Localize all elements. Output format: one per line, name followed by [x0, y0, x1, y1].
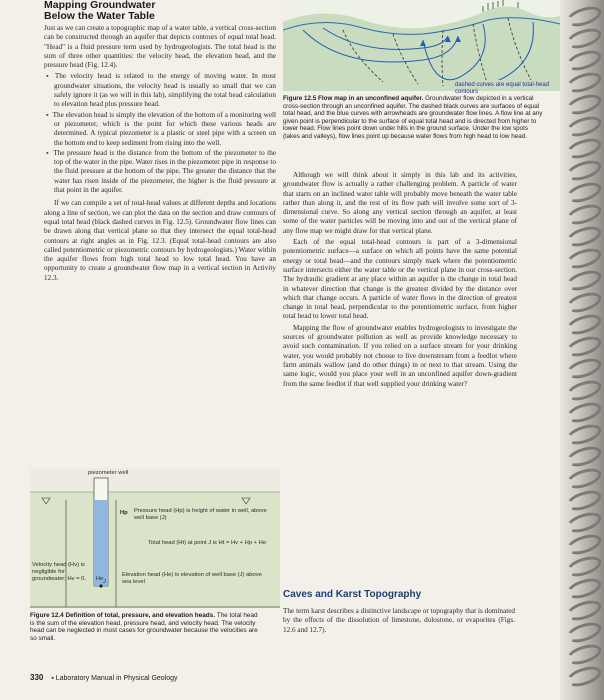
- spiral-coil-icon: [564, 531, 603, 558]
- intro-paragraph: Just as we can create a topographic map of a water table, a vertical cross-section can be constructed through an aquifer that depicts contours of equal total head. "Head" is a fluid pressure term used by hydrogeologists. The total head is the sum of three other quantities: the velocity head, the elevation head, and the pressure head (Fig. 12.4).: [44, 24, 276, 70]
- spiral-coil-icon: [564, 641, 603, 668]
- left-paragraph-contours: If we can compile a set of total-head values at different depths and locations along a line of section, we can plot the data on the section and draw contours of equal total head (black dashed curves in Fig. 12.5). Groundwater flow lines can be drawn along that vertical plane so that they intersect the equal total-head contours at right angles as in Fig. 12.3. (Equal total-head contours are also called potentiometric or piezometric contours by hydrogeologists.) Water within the aquifer flows from high total head to low total head. You have an opportunity to create a groundwater flow map in a vertical section in Activity 12.3.: [44, 199, 276, 282]
- spiral-coil-icon: [564, 597, 603, 624]
- spiral-coil-icon: [564, 465, 603, 492]
- figure-12-5-caption-body: Groundwater flow depicted in a vertical cross-section through an unconfined aquifer. The dashed black curves are surfaces of equal total head, and the blue curves with arrowheads are groundwater flow lines. A flow line at any given point is perpendicular to the surface of equal total head and is directed from higher to lower head. Flow lines point down under hills in the ground surface. Under the low spots (lakes and valleys), flow lines point up because water flows from high head to low head.: [283, 95, 543, 140]
- spiral-coil-icon: [564, 47, 603, 74]
- pressure-head-label: Pressure head (Hp) is height of water in well, above well base (J): [134, 508, 267, 521]
- right-column-text: [283, 171, 517, 391]
- spiral-coil-icon: [564, 443, 603, 470]
- spiral-coil-icon: [564, 91, 603, 118]
- figure-12-5-caption: [283, 95, 545, 141]
- heading-line-2: Below the Water Table: [44, 10, 155, 22]
- figure-12-5-caption-title: Figure 12.5 Flow map in an unconfined aquifer.: [283, 95, 424, 102]
- he-symbol: He: [96, 576, 104, 582]
- figure-12-4-graphic: [30, 468, 280, 608]
- total-head-label: Total head (Ht) at point J is Ht = Hv + Hp + He: [148, 540, 267, 546]
- spiral-binding: [560, 0, 604, 700]
- bullet-velocity-head: ▪ The velocity head is related to the energy of moving water. In most groundwater situations, the velocity head is usually so small that we can safely ignore it (as we will in this lab), simplifying the total head calculation to elevation head plus pressure head.: [44, 72, 276, 109]
- spiral-coil-icon: [564, 619, 603, 646]
- section-heading-caves-karst: Caves and Karst Topography: [283, 589, 422, 600]
- spiral-coil-icon: [564, 245, 603, 272]
- book-title: Laboratory Manual in Physical Geology: [55, 675, 178, 682]
- velocity-head-label: Velocity head (Hv) is negligible for groundwater; Hv = 0.: [32, 562, 86, 582]
- spiral-coil-icon: [564, 69, 603, 96]
- figure-12-4-caption-title: Figure 12.4 Definition of total, pressure, and elevation heads.: [30, 612, 216, 619]
- spiral-coil-icon: [564, 201, 603, 228]
- spiral-coil-icon: [564, 487, 603, 514]
- spiral-coil-icon: [564, 663, 603, 690]
- spiral-coil-icon: [564, 157, 603, 184]
- spiral-coil-icon: [564, 421, 603, 448]
- heading-line-1: Mapping Groundwater: [44, 0, 156, 11]
- figure-12-4-caption-body: The total head is the sum of the elevation head, pressure head, and velocity head. The velocity head can be neglected in most cases for groundwater because the velocities are so small.: [30, 612, 258, 642]
- spiral-coil-icon: [564, 399, 603, 426]
- figure-12-5-label: dashed curves are equal total-head contours: [455, 82, 550, 95]
- karst-paragraph: The term karst describes a distinctive landscape or topography that is dominated by the effects of the dissolution of limestone, dolostone, or evaporites (Figs. 12.6 and 12.7).: [283, 607, 515, 634]
- spiral-coil-icon: [564, 333, 603, 360]
- spiral-coil-icon: [564, 135, 603, 162]
- spiral-coil-icon: [564, 3, 603, 30]
- spiral-coil-icon: [564, 377, 603, 404]
- piezometer-well-label: piezometer well: [88, 470, 129, 476]
- hp-symbol: Hp: [120, 510, 128, 516]
- spiral-coil-icon: [564, 223, 603, 250]
- spiral-coil-icon: [564, 25, 603, 52]
- spiral-coil-icon: [564, 267, 603, 294]
- bullet-elevation-head: ▪ The elevation head is simply the elevation of the bottom of a monitoring well or piezometer, which is the point for which these various heads are determined. A typical piezometer is a plastic or steel pipe with a screen on the bottom end to keep sediment from rising into the well.: [44, 111, 276, 148]
- spiral-coil-icon: [564, 113, 603, 140]
- figure-12-4-diagram: [30, 468, 280, 608]
- page-number: 330: [30, 673, 44, 682]
- footer-square-icon: ▪: [51, 675, 54, 682]
- spiral-coil-icon: [564, 179, 603, 206]
- spiral-coil-icon: [564, 509, 603, 536]
- spiral-coil-icon: [564, 355, 603, 382]
- point-j-label: J: [103, 579, 106, 585]
- right-paragraph-3: Mapping the flow of groundwater enables hydrogeologists to investigate the sources of groundwater pollution as well as provide knowledge necessary to avoid such contamination. If you relied on a surface stream for your drinking water, you would probably not choose to live downstream from a feedlot where farm animals wallow (and do other things) in or next to that stream. Using the same logic, would you place your well in an unconfined aquifer down-gradient from the same feedlot if that well supplied your drinking water?: [283, 323, 517, 388]
- page-footer: [30, 673, 178, 682]
- elevation-head-label: Elevation head (He) is elevation of well base (J) above sea level: [122, 572, 262, 585]
- right-paragraph-2: Each of the equal total-head contours is part of a 3-dimensional potentiometric surface—a surface on which all points have the same potential energy or total head—and the contours simply mark where the potentiometric surface intersects either the water table or the vertical plane in our cross-section. The hydraulic gradient at any place within an aquifer is the change in total head in whatever direction that change is the greatest divided by the distance over which that change occurs. A particle of water flows in the direction of greatest change in total head, perpendicular to the potentiometric surface, from higher total head to lower total head.: [283, 238, 517, 321]
- figure-12-5-diagram: [283, 0, 560, 91]
- left-column-text: [44, 24, 276, 285]
- spiral-coil-icon: [564, 311, 603, 338]
- bullet-pressure-head: ▪ The pressure head is the distance from the bottom of the piezometer to the top of the water in the pipe. Water rises in the piezometer pipe in response to the fluid pressure at the bottom of the pipe. The greater the distance that the water has risen inside of the piezometer, the higher is the fluid pressure at that point in the aquifer.: [44, 149, 276, 195]
- spiral-coil-icon: [564, 289, 603, 316]
- spiral-coil-icon: [564, 553, 603, 580]
- spiral-coil-icon: [564, 575, 603, 602]
- right-paragraph-1: Although we will think about it simply in this lab and its activities, groundwater flow is actually a rather challenging problem. A particle of water that starts on an inclined water table will probably move beneath the water table rather than along it, and the rest of its flow path will involve some sort of 3-dimensional curve. So along any vertical section through an aquifer, at least some of the water particles will be moving into and out of the vertical plane of any flow map we might draw for that vertical plane.: [283, 171, 517, 235]
- figure-12-4-caption: [30, 612, 260, 642]
- section-heading: [44, 0, 155, 22]
